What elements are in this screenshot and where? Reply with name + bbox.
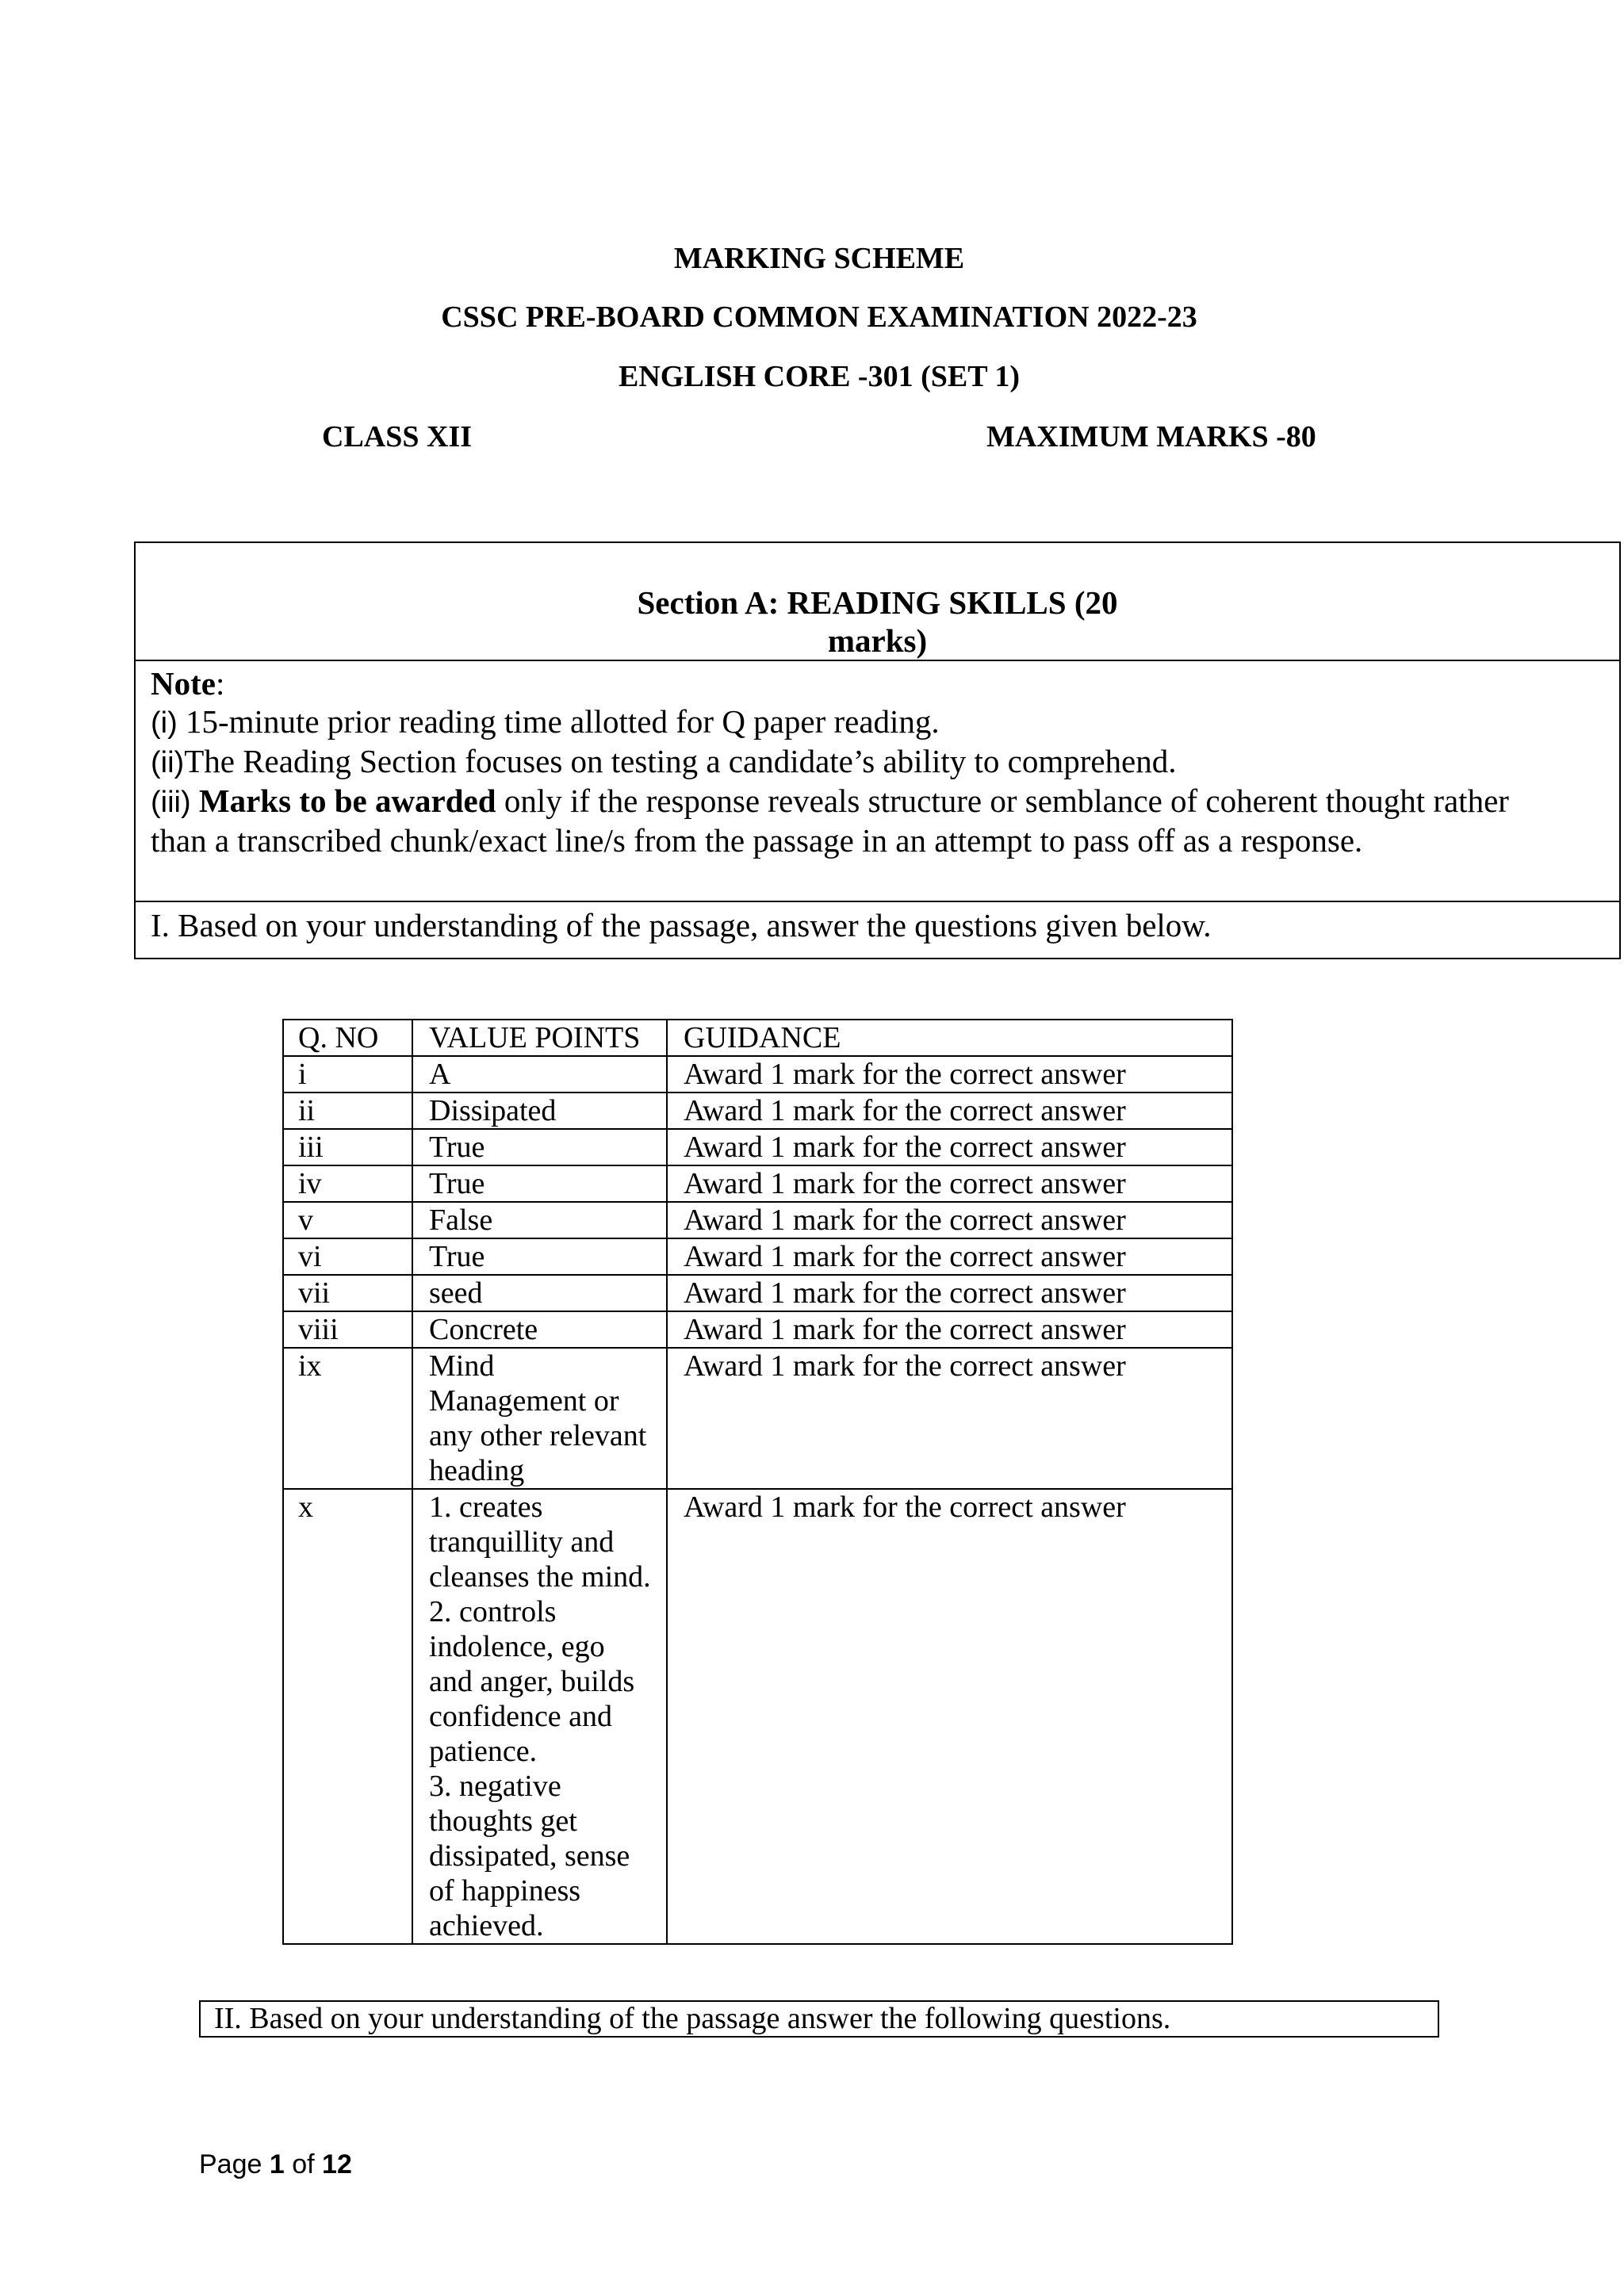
value-points-cell: [412, 1202, 667, 1238]
total-pages: 12: [322, 2149, 352, 2179]
q-no-cell: vi: [283, 1238, 412, 1275]
note-row: [136, 660, 1619, 901]
table-row: [283, 1311, 1232, 1348]
table-row: [283, 1056, 1232, 1093]
value-point: True: [429, 1240, 485, 1273]
table-header-row: [283, 1020, 1232, 1056]
guidance-cell: Award 1 mark for the correct answer: [667, 1311, 1232, 1348]
table-row: [283, 1093, 1232, 1129]
passage-instruction-row: [136, 901, 1619, 958]
note-body: [151, 664, 1554, 859]
note-text: only if the response reveals structure or semblance of coherent thought rather than a transcribed chunk/exact line/s from the passage in an attempt to pass off as a response.: [151, 783, 1509, 859]
guidance-cell: Award 1 mark for the correct answer: [667, 1202, 1232, 1238]
q-no-cell: iii: [283, 1129, 412, 1165]
note-colon: :: [215, 665, 225, 702]
guidance-cell: Award 1 mark for the correct answer: [667, 1275, 1232, 1311]
guidance-cell: Award 1 mark for the correct answer: [667, 1093, 1232, 1129]
current-page-number: 1: [269, 2149, 285, 2179]
value-point: Dissipated: [429, 1094, 557, 1127]
class-label: CLASS XII: [322, 420, 473, 453]
exam-name: CSSC PRE-BOARD COMMON EXAMINATION 2022-23: [441, 300, 1197, 334]
part-ii-instruction-box: [199, 2000, 1439, 2038]
note-item: [151, 782, 1554, 859]
note-emphasis: Marks to be awarded: [198, 783, 496, 819]
q-no-cell: vii: [283, 1275, 412, 1311]
note-heading: [151, 664, 1554, 702]
subject-name: ENGLISH CORE -301 (SET 1): [618, 360, 1021, 393]
passage-instruction: I. Based on your understanding of the passage, answer the questions given below.: [151, 907, 1212, 943]
value-points-cell: [412, 1275, 667, 1311]
note-number: (iii): [151, 786, 191, 819]
table-row: [283, 1129, 1232, 1165]
q-no-cell: ii: [283, 1093, 412, 1129]
guidance-cell: Award 1 mark for the correct answer: [667, 1056, 1232, 1093]
value-point: 3. negative thoughts get dissipated, sense of happiness achieved.: [429, 1770, 630, 1942]
q-no-cell: i: [283, 1056, 412, 1093]
value-point: Concrete: [429, 1313, 538, 1346]
note-text: 15-minute prior reading time allotted for Q paper reading.: [177, 703, 940, 740]
note-item: [151, 742, 1554, 782]
value-points-cell: [412, 1489, 667, 1944]
value-point: 1. creates tranquillity and cleanses the mind.: [429, 1490, 651, 1594]
guidance-cell: Award 1 mark for the correct answer: [667, 1165, 1232, 1202]
of-label: of: [292, 2149, 315, 2179]
value-point: Mind Management or any other relevant heading: [429, 1349, 647, 1487]
q-no-cell: v: [283, 1202, 412, 1238]
note-number: (ii): [151, 746, 185, 779]
q-no-cell: iv: [283, 1165, 412, 1202]
value-point: True: [429, 1167, 485, 1200]
note-item: [151, 702, 1554, 742]
guidance-cell: Award 1 mark for the correct answer: [667, 1238, 1232, 1275]
page-footer: [199, 2149, 352, 2180]
value-points-cell: [412, 1165, 667, 1202]
table-row: [283, 1202, 1232, 1238]
value-point: seed: [429, 1276, 483, 1310]
document-title: MARKING SCHEME: [673, 242, 965, 275]
max-marks-label: MAXIMUM MARKS -80: [986, 420, 1316, 453]
table-row: [283, 1165, 1232, 1202]
guidance-cell: Award 1 mark for the correct answer: [667, 1348, 1232, 1489]
value-points-cell: [412, 1093, 667, 1129]
header-value-points: VALUE POINTS: [412, 1020, 667, 1056]
q-no-cell: ix: [283, 1348, 412, 1489]
value-points-cell: [412, 1056, 667, 1093]
value-point: False: [429, 1203, 493, 1237]
table-row: [283, 1348, 1232, 1489]
header-guidance: GUIDANCE: [667, 1020, 1232, 1056]
answer-table: [282, 1019, 1233, 1945]
table-row: [283, 1489, 1232, 1944]
note-number: (i): [151, 706, 178, 740]
note-label: Note: [151, 665, 216, 702]
value-points-cell: [412, 1311, 667, 1348]
table-row: [283, 1275, 1232, 1311]
table-row: [283, 1238, 1232, 1275]
q-no-cell: x: [283, 1489, 412, 1944]
q-no-cell: viii: [283, 1311, 412, 1348]
note-text: The Reading Section focuses on testing a candidate’s ability to comprehend.: [184, 743, 1177, 779]
section-a-box: [134, 541, 1621, 959]
part-ii-instruction: II. Based on your understanding of the passage answer the following questions.: [214, 2002, 1171, 2035]
guidance-cell: Award 1 mark for the correct answer: [667, 1129, 1232, 1165]
value-point: 2. controls indolence, ego and anger, builds confidence and patience.: [429, 1595, 635, 1768]
section-a-header-row: [136, 543, 1619, 660]
section-a-heading: Section A: READING SKILLS (20 marks): [637, 584, 1118, 659]
value-point: A: [429, 1058, 451, 1091]
guidance-cell: Award 1 mark for the correct answer: [667, 1489, 1232, 1944]
value-points-cell: [412, 1348, 667, 1489]
value-point: True: [429, 1131, 485, 1164]
header-q-no: Q. NO: [283, 1020, 412, 1056]
value-points-cell: [412, 1238, 667, 1275]
value-points-cell: [412, 1129, 667, 1165]
page-label: Page: [199, 2149, 262, 2179]
